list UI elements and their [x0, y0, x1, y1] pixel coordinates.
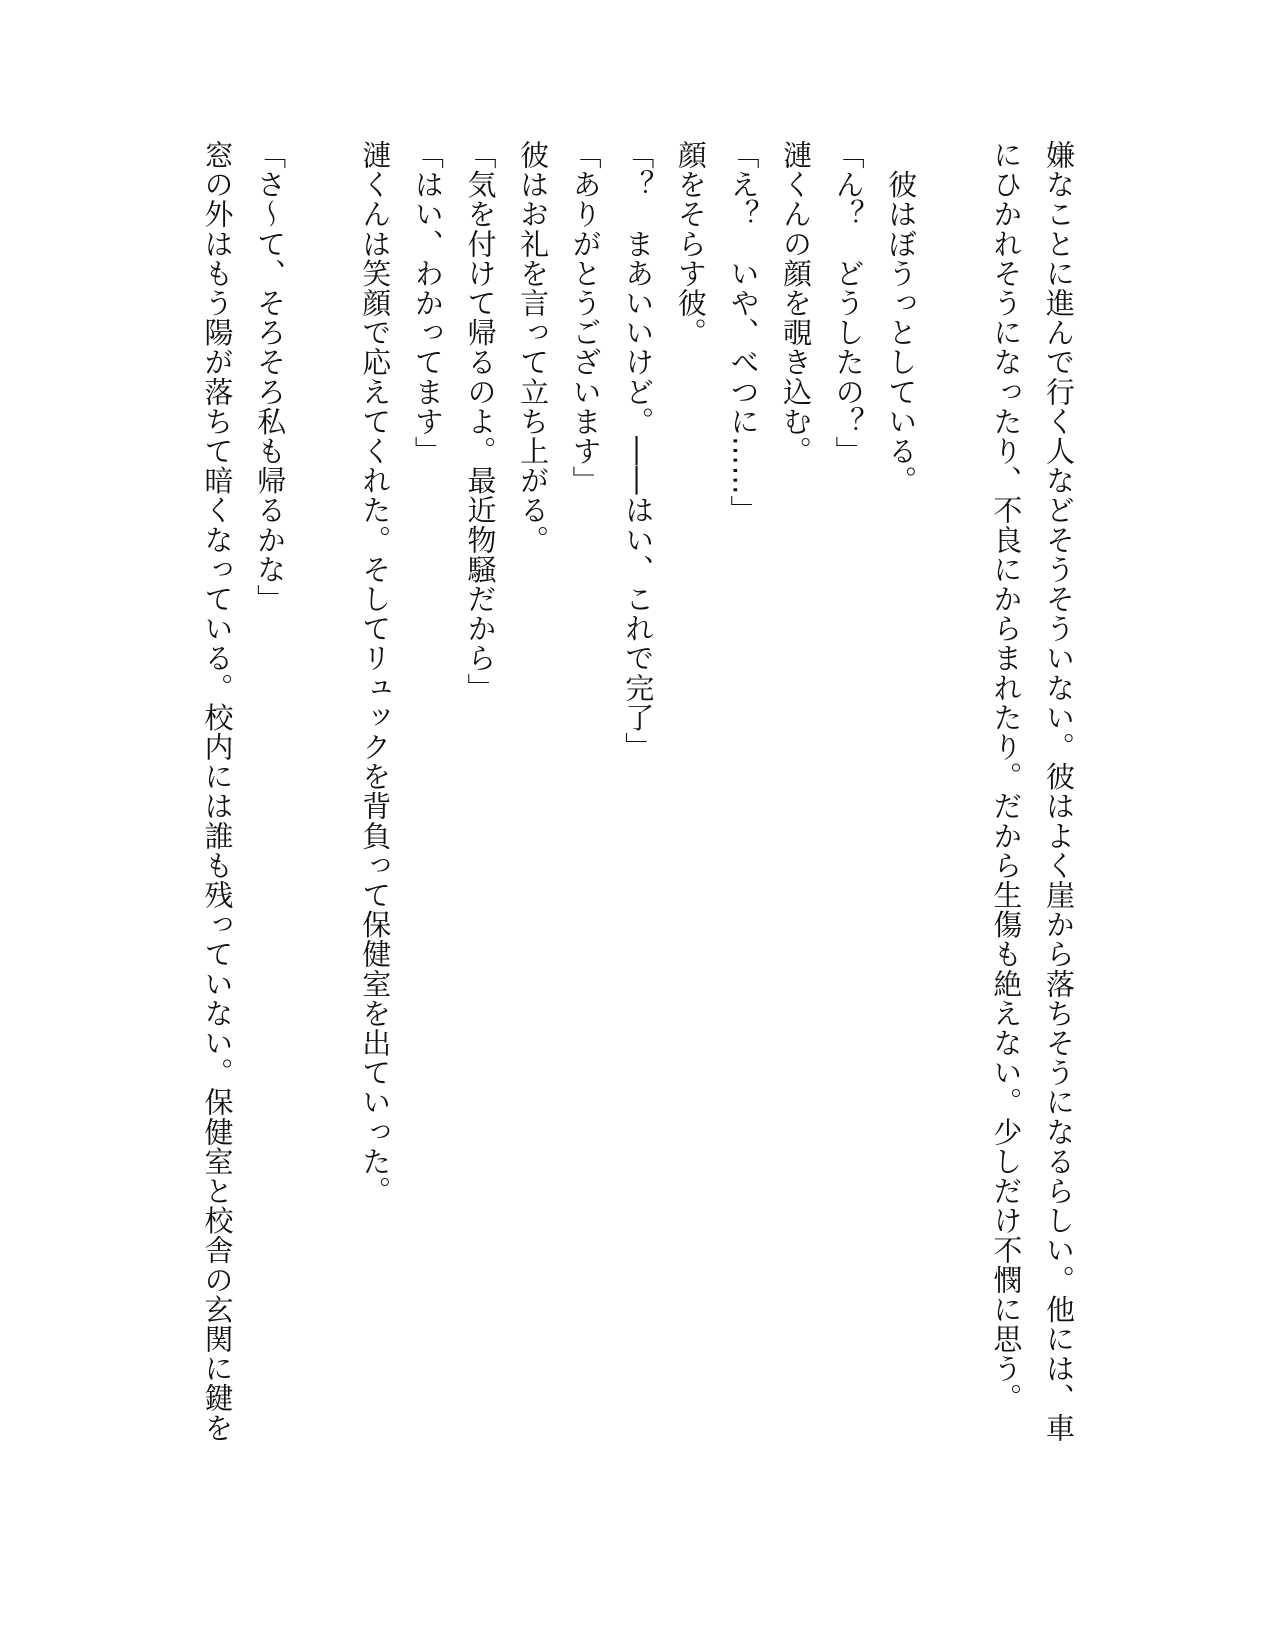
- dialogue-line: 「気を付けて帰るのよ。最近物騒だから」: [463, 140, 498, 703]
- text-line: 彼はぼうっとしている。: [884, 140, 919, 496]
- text-line: 漣くんは笑顔で応えてくれた。そしてリュックを背負って保健室を出ていった。: [358, 140, 393, 1206]
- text-line: 嫌なことに進んで行く人などそうそういない。彼はよく崖から落ちそうになるらしい。他には、車: [1042, 140, 1076, 1443]
- text-line: にひかれそうになったり、不良にからまれたり。だから生傷も絶えない。少しだけ不憫に思う。: [989, 140, 1024, 1413]
- text-line: 窓の外はもう陽が落ちて暗くなっている。校内には誰も残っていない。保健室と校舎の玄関に鍵を: [200, 140, 235, 1443]
- text-line: 漣くんの顔を覗き込む。: [779, 140, 814, 466]
- dialogue-line: 「え？ いや、べつに……」: [726, 140, 761, 525]
- dialogue-line: 「はい、わかってます」: [410, 140, 445, 466]
- blank-line: [296, 140, 349, 1500]
- text-line: 彼はお礼を言って立ち上がる。: [516, 140, 551, 555]
- text-line: 顔をそらす彼。: [673, 140, 708, 348]
- vertical-text-body: [191, 140, 1085, 1500]
- dialogue-line: 「ん？ どうしたの？」: [831, 140, 866, 466]
- blank-line: [927, 140, 980, 1500]
- dialogue-line: 「さ～て、そろそろ私も帰るかな」: [253, 140, 288, 614]
- dialogue-line: 「？ まあいいけど。――はい、これで完了」: [621, 140, 656, 762]
- dialogue-line: 「ありがとうございます」: [568, 140, 603, 496]
